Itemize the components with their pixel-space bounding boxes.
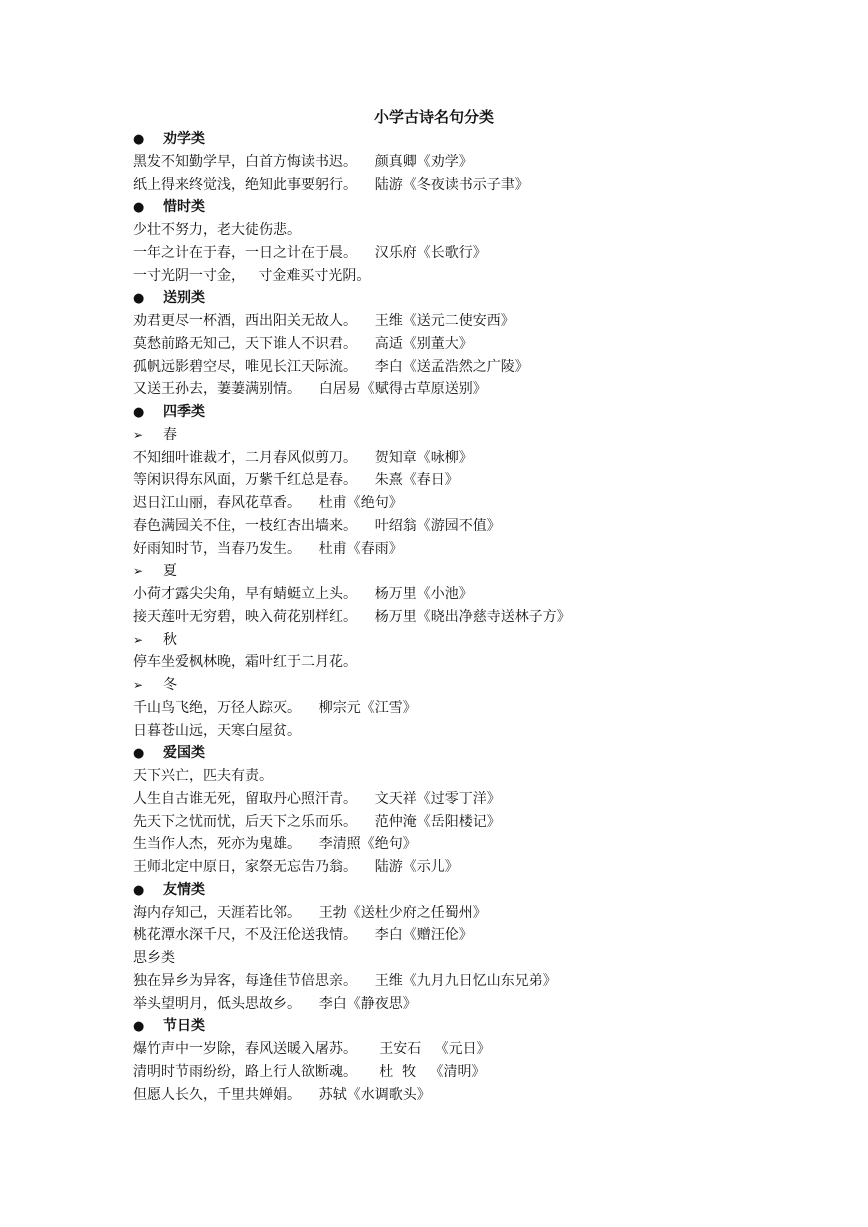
category-heading — [133, 401, 833, 424]
row-text: 千山鸟飞绝，万径人踪灭。 柳宗元《江雪》 — [133, 699, 417, 716]
row-text: 爆竹声中一岁除，春风送暖入屠苏。 王安石 《元日》 — [133, 1041, 491, 1057]
poem-line — [133, 515, 833, 538]
row-text: 秋 — [163, 631, 177, 648]
season-heading — [133, 424, 833, 447]
row-text: 爱国类 — [163, 745, 205, 762]
poem-line — [133, 811, 833, 834]
row-text: 莫愁前路无知己，天下谁人不识君。 高适《别董大》 — [133, 335, 473, 352]
poem-line — [133, 242, 833, 265]
poem-line — [133, 1084, 833, 1107]
row-text: 冬 — [163, 677, 177, 693]
category-heading — [133, 128, 833, 151]
row-text: 小荷才露尖尖角，早有蜻蜓立上头。 杨万里《小池》 — [133, 586, 473, 602]
poem-line — [133, 174, 833, 197]
poem-line — [133, 219, 833, 242]
row-text: 举头望明月，低头思故乡。 李白《静夜思》 — [133, 995, 417, 1012]
poem-line — [133, 924, 833, 947]
poem-line — [133, 469, 833, 492]
arrow-bullet-icon: ➢ — [133, 427, 144, 442]
poem-line — [133, 993, 833, 1016]
row-text: 但愿人长久，千里共婵娟。 苏轼《水调歌头》 — [133, 1086, 431, 1103]
row-text: 好雨知时节，当春乃发生。 杜甫《春雨》 — [133, 540, 403, 557]
row-text: 送别类 — [163, 290, 205, 307]
category-heading — [133, 879, 833, 902]
poem-line — [133, 651, 833, 674]
arrow-bullet-icon: ➢ — [133, 678, 144, 692]
poem-line — [133, 151, 833, 174]
bullet-icon: ● — [133, 405, 145, 420]
category-heading — [133, 742, 833, 765]
poem-line — [133, 492, 833, 515]
row-text: 不知细叶谁裁才，二月春风似剪刀。 贺知章《咏柳》 — [133, 449, 473, 466]
row-text: 少壮不努力，老大徒伤悲。 — [133, 222, 301, 238]
arrow-bullet-icon: ➢ — [133, 632, 144, 647]
poem-line — [133, 788, 833, 811]
row-text: 思乡类 — [133, 950, 175, 966]
arrow-bullet-icon: ➢ — [133, 564, 144, 579]
row-text: 清明时节雨纷纷，路上行人欲断魂。 杜 牧 《清明》 — [133, 1063, 486, 1080]
poem-line — [133, 833, 833, 856]
poem-line — [133, 265, 833, 288]
season-heading — [133, 629, 833, 652]
poem-line — [133, 447, 833, 470]
row-text: 接天莲叶无穷碧，映入荷花别样红。 杨万里《晓出净慈寺送林子方》 — [133, 608, 571, 625]
bullet-icon: ● — [133, 132, 145, 147]
category-heading — [133, 196, 833, 219]
poem-line — [133, 310, 833, 333]
row-text: 先天下之忧而忧，后天下之乐而乐。 范仲淹《岳阳楼记》 — [133, 813, 501, 830]
poem-line — [133, 356, 833, 379]
poem-line — [133, 1061, 833, 1084]
poem-line — [133, 538, 833, 561]
poem-line — [133, 378, 833, 401]
row-text: 夏 — [163, 563, 177, 580]
category-heading — [133, 1015, 833, 1038]
row-text: 惜时类 — [163, 199, 205, 216]
row-text: 又送王孙去，萋萋满别情。 白居易《赋得古草原送别》 — [133, 381, 487, 398]
row-text: 天下兴亡，匹夫有责。 — [133, 768, 273, 784]
row-text: 桃花潭水深千尺，不及汪伦送我情。 李白《赠汪伦》 — [133, 927, 473, 944]
season-heading — [133, 560, 833, 583]
row-text: 日暮苍山远，天寒白屋贫。 — [133, 722, 301, 739]
row-text: 孤帆远影碧空尽，唯见长江天际流。 李白《送孟浩然之广陵》 — [133, 358, 529, 375]
bullet-icon: ● — [133, 882, 145, 898]
row-text: 一寸光阴一寸金， 寸金难买寸光阴。 — [133, 267, 371, 284]
poem-line — [133, 947, 833, 970]
bullet-icon: ● — [133, 1019, 145, 1035]
row-text: 四季类 — [163, 404, 205, 420]
poem-line — [133, 697, 833, 720]
row-text: 独在异乡为异客，每逢佳节倍思亲。 王维《九月九日忆山东兄弟》 — [133, 972, 557, 989]
row-text: 春色满园关不住，一枝红杏出墙来。 叶绍翁《游园不值》 — [133, 517, 501, 534]
row-text: 人生自古谁无死，留取丹心照汗青。 文天祥《过零丁洋》 — [133, 790, 501, 807]
row-text: 迟日江山丽，春风花草香。 杜甫《绝句》 — [133, 495, 403, 511]
row-text: 一年之计在于春，一日之计在于晨。 汉乐府《长歌行》 — [133, 244, 487, 261]
row-text: 生当作人杰，死亦为鬼雄。 李清照《绝句》 — [133, 836, 417, 853]
poem-line — [133, 606, 833, 629]
poem-line — [133, 765, 833, 788]
poem-line — [133, 720, 833, 743]
row-text: 春 — [163, 426, 177, 443]
poem-line — [133, 333, 833, 356]
bullet-icon: ● — [133, 746, 145, 762]
bullet-icon: ● — [133, 200, 145, 216]
row-text: 海内存知己，天涯若比邻。 王勃《送杜少府之任蜀州》 — [133, 904, 487, 921]
row-text: 等闲识得东风面，万紫千红总是春。 朱熹《春日》 — [133, 472, 459, 489]
poem-line — [133, 902, 833, 925]
page-title: 小学古诗名句分类 — [373, 108, 494, 126]
poem-list — [133, 128, 833, 1106]
row-text: 黑发不知勤学早，白首方悔读书迟。 颜真卿《劝学》 — [133, 153, 473, 170]
poem-line — [133, 856, 833, 879]
poem-line — [133, 583, 833, 606]
category-heading — [133, 287, 833, 310]
bullet-icon: ● — [133, 291, 145, 307]
row-text: 劝学类 — [163, 131, 205, 147]
row-text: 劝君更尽一杯酒，西出阳关无故人。 王维《送元二使安西》 — [133, 313, 515, 329]
row-text: 节日类 — [163, 1018, 205, 1035]
season-heading — [133, 674, 833, 697]
poem-line — [133, 970, 833, 993]
poem-line — [133, 1038, 833, 1061]
row-text: 友情类 — [163, 881, 205, 898]
row-text: 纸上得来终觉浅，绝知此事要躬行。 陆游《冬夜读书示子聿》 — [133, 176, 529, 193]
row-text: 停车坐爱枫林晚，霜叶红于二月花。 — [133, 654, 357, 671]
row-text: 王师北定中原日，家祭无忘告乃翁。 陆游《示儿》 — [133, 859, 459, 875]
